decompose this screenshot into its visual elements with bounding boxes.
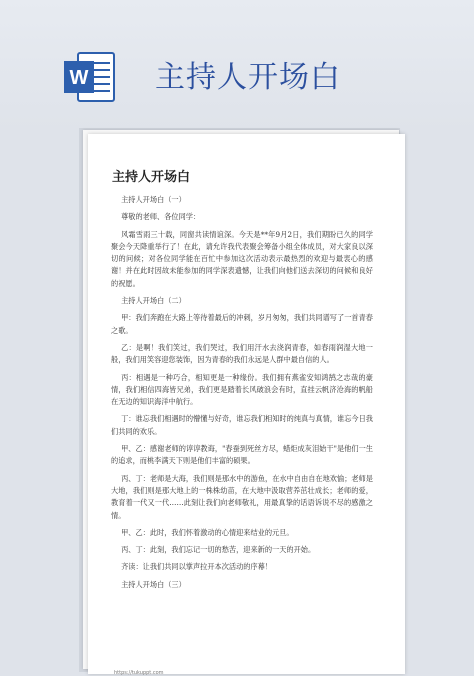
banner-title: 主持人开场白 [155,60,341,95]
document-title: 主持人开场白 [112,170,191,185]
paragraph: 甲、乙：感谢老师的谆谆教诲，"春蚕到死丝方尽，蜡炬成灰泪始干"是他们一生的追求，而桃李满天下则是他们丰富的硕果。 [111,444,373,466]
section-heading: 主持人开场白（一） [121,195,186,204]
document-page [88,134,405,674]
section-heading: 主持人开场白（三） [121,579,186,589]
word-icon [60,47,120,107]
paragraph: 甲、乙：此时，我们怀着激动的心情迎来结业的元旦。 [121,527,294,537]
paragraph: 乙：是啊！我们笑过，我们哭过，我们用汗水去浇润青春，如春雨润湿大地一般，我们用笑容迎您装饰，因为青春的我们永远是人群中最自信的人。 [111,342,373,365]
paragraph: 风霜雪雨三十载，同窗共读情谊深。今天是**年9月2日，我们期盼已久的同学聚会今天降重举行了！在此，请允许我代表聚会筹备小组全体成员，对大家良以深切的问候；对各位同学能在百忙中参加这次活动表示最热烈的欢迎与最衷心的感谢！并在此时因故未能参加的同学深表遗憾，让我们向他们送去深切的问候和良好的祝愿。 [111,229,373,288]
footer-url: https://tukuppt.com [114,670,164,676]
section-heading: 主持人开场白（二） [121,296,186,306]
salutation: 尊敬的老师、各位同学： [121,212,201,222]
top-banner [0,0,474,130]
paragraph: 丙、丁：老师是大海，我们则是那水中的游鱼，在水中自由自在地欢愉；老师是大地，我们则是那大地上的一株株幼苗，在大地中汲取营养茁壮成长；老师的爱，教育着一代又一代……此刻让我们向老师敬礼，用最真挚的话语诉说不尽的感激之情。 [111,473,373,520]
paragraph: 甲：我们奔跑在大路上等待着最后的冲刺，岁月匆匆，我们共同谱写了一首青春之歌。 [111,313,373,335]
document-body [111,194,373,596]
paragraph: 齐读：让我们共同以掌声拉开本次活动的序幕！ [121,562,273,572]
paragraph: 丁：谁忘我们相遇时的懵懂与好奇，谁忘我们相知时的纯真与真情，谁忘今日我们共同的欢乐。 [111,414,373,436]
paragraph: 丙、丁：此刻，我们忘记一切的愁苦，迎来新的一天的开始。 [121,545,316,555]
word-icon-letter: W [69,67,89,89]
paragraph: 丙：相遇是一种巧合，相知更是一种缘份。我们拥有燕雀安知鸿鹄之志哉的豪情，我们相信四海皆兄弟，我们更是踏着长风破浪会有时，直挂云帆济沧海的帆船在无边的知识海洋中航行。 [111,372,373,407]
